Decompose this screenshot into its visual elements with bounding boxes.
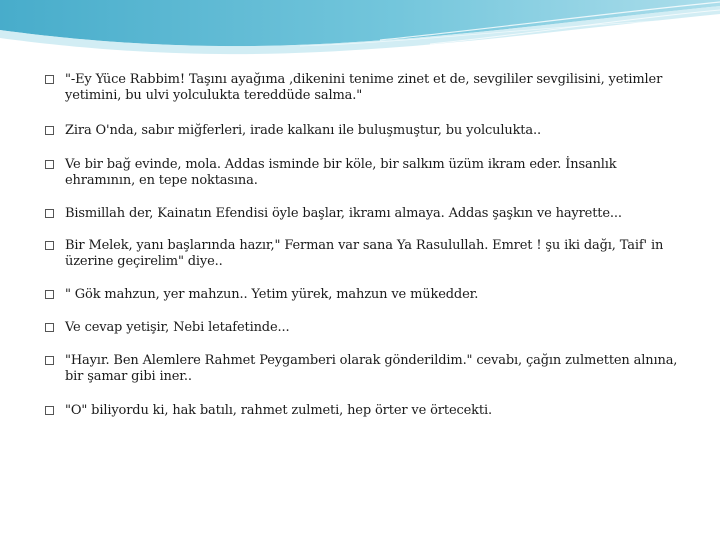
bullet-text: " Gök mahzun, yer mahzun.. Yetim yürek, mahzun ve mükedder.: [65, 287, 479, 302]
bullet-text: "O" biliyordu ki, hak batılı, rahmet zulmeti, hep örter ve örtecekti.: [65, 403, 492, 418]
square-bullet-icon: [45, 160, 54, 169]
square-bullet-icon: [45, 209, 54, 218]
bullet-item: [44, 72, 684, 104]
header-wave-decoration: [0, 0, 720, 70]
bullet-text: "Hayır. Ben Alemlere Rahmet Peygamberi olarak gönderildim." cevabı, çağın zulmetten alnına, bir şamar gibi iner..: [65, 353, 678, 384]
bullet-item: [44, 353, 684, 385]
square-bullet-icon: [45, 290, 54, 299]
bullet-text: Zira O'nda, sabır miğferleri, irade kalkanı ile buluşmuştur, bu yolculukta..: [65, 123, 541, 138]
square-bullet-icon: [45, 241, 54, 250]
square-bullet-icon: [45, 406, 54, 415]
bullet-text: "-Ey Yüce Rabbim! Taşını ayağıma ,dikenini tenime zinet et de, sevgililer sevgilisini, yetimler yetimini, bu ulvi yolculukta tereddüde salma.": [65, 72, 663, 103]
bullet-text: Bismillah der, Kainatın Efendisi öyle başlar, ikramı almaya. Addas şaşkın ve hayrette...: [65, 206, 622, 221]
bullet-item: [44, 123, 684, 139]
square-bullet-icon: [45, 356, 54, 365]
bullet-text: Ve bir bağ evinde, mola. Addas isminde bir köle, bir salkım üzüm ikram eder. İnsanlık ehramının, en tepe noktasına.: [65, 157, 617, 188]
square-bullet-icon: [45, 75, 54, 84]
bullet-item: [44, 238, 684, 270]
bullet-text: Ve cevap yetişir, Nebi letafetinde...: [65, 320, 290, 335]
bullet-item: [44, 287, 684, 303]
square-bullet-icon: [45, 323, 54, 332]
bullet-item: [44, 403, 684, 419]
slide-body: [44, 72, 684, 419]
bullet-item: [44, 320, 684, 336]
bullet-text: Bir Melek, yanı başlarında hazır," Ferman var sana Ya Rasulullah. Emret ! şu iki dağı, Taif' in üzerine geçirelim" diye..: [65, 238, 664, 269]
bullet-item: [44, 157, 684, 189]
bullet-item: [44, 206, 684, 222]
square-bullet-icon: [45, 126, 54, 135]
